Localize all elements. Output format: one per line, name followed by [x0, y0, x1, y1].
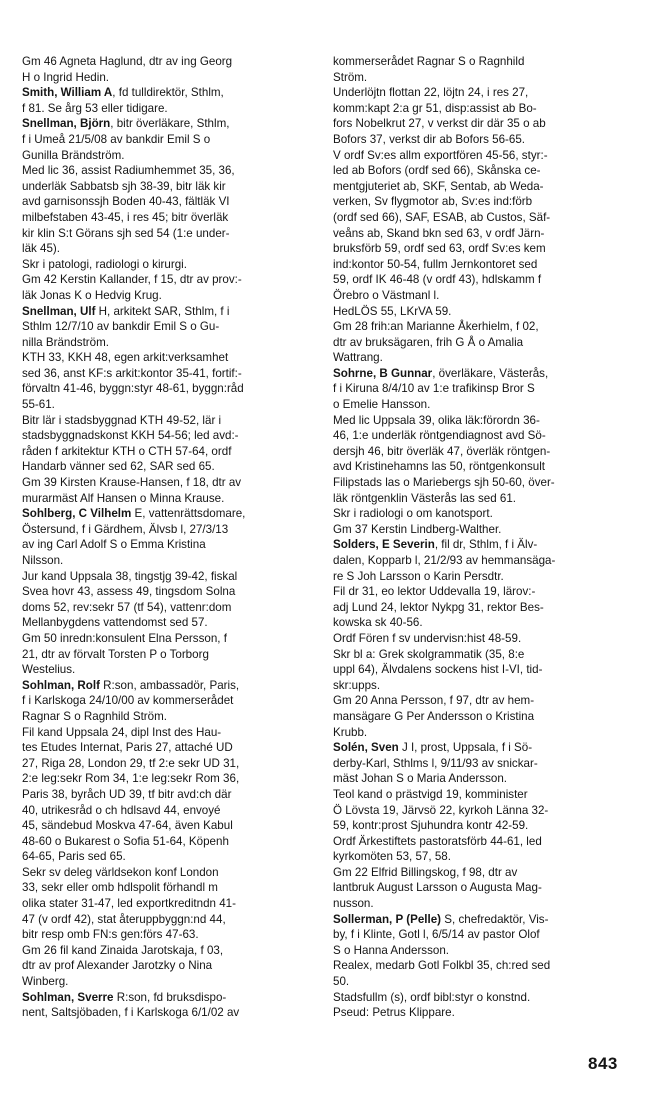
text-line: Gunilla Brändström.: [22, 148, 125, 162]
text-line: 59, ordf IK 46-48 (v ordf 43), hdlskamm f: [333, 273, 542, 287]
text-line: Fil dr 31, eo lektor Uddevalla 19, lärov:-: [333, 585, 536, 599]
text-line: mäst Johan S o Maria Andersson.: [333, 772, 507, 786]
text-line: förvaltn 41-46, byggn:styr 48-61, byggn:råd: [22, 382, 244, 396]
text-line: dtr av bruksägaren, frih G Å o Amalia: [333, 335, 524, 349]
text-line: Solén, Sven J I, prost, Uppsala, f i Sö-: [333, 741, 533, 755]
text-line: Gm 46 Agneta Haglund, dtr av ing Georg: [22, 55, 233, 68]
text-line: veåns ab, Skand bkn sed 63, v ordf Järn-: [333, 226, 545, 240]
text-line: kir klin S:t Görans sjh sed 54 (1:e under-: [22, 226, 230, 240]
text-line: f i Karlskoga 24/10/00 av kommerserådet: [22, 694, 234, 708]
text-line: kommerserådet Ragnar S o Ragnhild: [333, 55, 525, 68]
page-number: 843: [588, 1054, 618, 1073]
text-line: kowska sk 40-56.: [333, 616, 423, 630]
text-line: Gm 26 fil kand Zinaida Jarotskaja, f 03,: [22, 943, 224, 957]
text-line: läk Jonas K o Hedvig Krug.: [22, 288, 162, 302]
text-line: by, f i Klinte, Gotl l, 6/5/14 av pastor Olof: [333, 928, 540, 942]
text-line: Wattrang.: [333, 351, 383, 365]
text-line: 47 (v ordf 42), stat återuppbyggn:nd 44,: [22, 912, 226, 926]
entry-name: Sohlberg, C Vilhelm: [22, 507, 132, 521]
text-line: tes Etudes Internat, Paris 27, attaché UD: [22, 741, 233, 755]
text-line: sed 36, anst KF:s arkit:kontor 35-41, fortif:-: [22, 366, 242, 380]
text-line: Med lic Uppsala 39, olika läk:förordn 36-: [333, 413, 540, 427]
entry-name: Sohlman, Sverre: [22, 990, 114, 1004]
text-line: (ordf sed 66), SAF, ESAB, ab Custos, Säf-: [333, 210, 551, 224]
text-line: Fil kand Uppsala 24, dipl Inst des Hau-: [22, 725, 222, 739]
text-line: uppl 64), Älvdalens sockens hist I-VI, tid-: [333, 663, 543, 677]
text-line: Teol kand o prästvigd 19, komminister: [333, 787, 528, 801]
text-line: derby-Karl, Sthlms l, 9/11/93 av snickar-: [333, 756, 538, 770]
text-line: Gm 39 Kirsten Krause-Hansen, f 18, dtr av: [22, 476, 242, 490]
text-line: KTH 33, KKH 48, egen arkit:verksamhet: [22, 351, 229, 365]
text-line: dtr av prof Alexander Jarotzky o Nina: [22, 959, 213, 973]
text-line: f i Kiruna 8/4/10 av 1:e trafikinsp Bror S: [333, 382, 535, 396]
text-line: Med lic 36, assist Radiumhemmet 35, 36,: [22, 164, 235, 178]
text-line: Bofors 37, verkst dir ab Bofors 56-65.: [333, 132, 526, 146]
text-line: 27, Riga 28, London 29, tf 2:e sekr UD 31,: [22, 756, 240, 770]
text-line: Gm 20 Anna Persson, f 97, dtr av hem-: [333, 694, 535, 708]
entry-name: Sollerman, P (Pelle): [333, 912, 442, 926]
text-line: Bitr lär i stadsbyggnad KTH 49-52, lär i: [22, 413, 222, 427]
text-line: 48-60 o Bukarest o Sofia 51-64, Köpenh: [22, 834, 229, 848]
text-line: underläk Sabbatsb sjh 38-39, bitr läk kir: [22, 179, 226, 193]
text-line: Gm 50 inredn:konsulent Elna Persson, f: [22, 631, 227, 645]
text-line: fors Nobelkrut 27, v verkst dir där 35 o ab: [333, 117, 546, 131]
text-line: murarmäst Alf Hansen o Minna Krause.: [22, 491, 225, 505]
text-line: mentgjuteriet ab, SKF, Sentab, ab Weda-: [333, 179, 544, 193]
text-line: Sohrne, B Gunnar, överläkare, Västerås,: [333, 366, 549, 380]
text-line: Solders, E Severin, fil dr, Sthlm, f i Älv-: [333, 538, 538, 552]
text-line: 46, 1:e underläk röntgendiagnost avd Sö-: [333, 429, 546, 443]
text-line: Ordf Fören f sv undervisn:hist 48-59.: [333, 631, 522, 645]
text-line: Sekr sv deleg världsekon konf London: [22, 865, 219, 879]
text-line: f i Umeå 21/5/08 av bankdir Emil S o: [22, 132, 211, 146]
text-line: 33, sekr eller omb hdlspolit förhandl m: [22, 881, 218, 895]
text-line: Skr i patologi, radiologi o kirurgi.: [22, 257, 187, 271]
text-line: o Emelie Hansson.: [333, 398, 431, 412]
text-line: 40, utrikesråd o ch hdlsavd 44, envoyé: [22, 803, 221, 817]
entry-name: Smith, William A: [22, 86, 113, 100]
text-line: Krubb.: [333, 725, 368, 739]
text-line: läk röntgenklin Västerås las sed 61.: [333, 491, 517, 505]
text-line: Pseud: Petrus Klippare.: [333, 1006, 455, 1020]
text-line: H o Ingrid Hedin.: [22, 70, 109, 84]
text-line: Westelius.: [22, 663, 76, 677]
text-line: kyrkomöten 53, 57, 58.: [333, 850, 451, 864]
text-line: 64-65, Paris sed 65.: [22, 850, 126, 864]
text-line: led ab Bofors (ordf sed 66), Skånska ce-: [333, 164, 541, 178]
text-line: skr:upps.: [333, 678, 381, 692]
text-line: Ordf Ärkestiftets pastoratsförb 44-61, led: [333, 834, 542, 848]
text-line: 59, kontr:prost Sjuhundra kontr 42-59.: [333, 819, 529, 833]
text-line: olika stater 31-47, led exportkreditndn 41-: [22, 897, 236, 911]
text-line: 21, dtr av förvalt Torsten P o Torborg: [22, 647, 209, 661]
text-line: Sthlm 12/7/10 av bankdir Emil S o Gu-: [22, 320, 220, 334]
entry-name: Solén, Sven: [333, 741, 399, 755]
text-line: Örebro o Västmanl l.: [333, 288, 440, 302]
text-line: nusson.: [333, 897, 374, 911]
text-line: Ragnar S o Ragnhild Ström.: [22, 709, 167, 723]
text-line: avd Kristinehamns las 50, röntgenkonsult: [333, 460, 546, 474]
text-line: Snellman, Björn, bitr överläkare, Sthlm,: [22, 117, 230, 131]
text-line: verken, Sv flygmotor ab, Sv:es ind:förb: [333, 195, 533, 209]
text-line: av ing Carl Adolf S o Emma Kristina: [22, 538, 206, 552]
text-line: 2:e leg:sekr Rom 34, 1:e leg:sekr Rom 36,: [22, 772, 240, 786]
entry-name: Sohrne, B Gunnar: [333, 366, 433, 380]
text-line: Mellanbygdens vattendomst sed 57.: [22, 616, 208, 630]
text-line: 45, sändebud Moskva 47-64, även Kabul: [22, 819, 233, 833]
text-line: Paris 38, byråch UD 39, tf bitr avd:ch där: [22, 787, 232, 801]
text-line: dalen, Kopparb l, 21/2/93 av hemmansäga-: [333, 554, 556, 567]
text-line: Nilsson.: [22, 554, 64, 567]
entry-name: Solders, E Severin: [333, 538, 435, 552]
text-line: Skr bl a: Grek skolgrammatik (35, 8:e: [333, 647, 525, 661]
text-line: nilla Brändström.: [22, 335, 109, 349]
right-column: [333, 54, 623, 1021]
text-line: S o Hanna Andersson.: [333, 943, 450, 957]
text-line: Sohlberg, C Vilhelm E, vattenrättsdomare,: [22, 507, 246, 521]
text-line: Snellman, Ulf H, arkitekt SAR, Sthlm, f i: [22, 304, 230, 318]
text-line: bruksförb 59, ordf sed 63, ordf Sv:es kem: [333, 242, 546, 256]
text-line: avd garnisonssjh Boden 40-43, fältläk VI: [22, 195, 230, 209]
text-line: Ström.: [333, 70, 368, 84]
text-line: Filipstads las o Mariebergs sjh 50-60, över-: [333, 476, 555, 490]
text-line: re S Joh Larsson o Karin Persdtr.: [333, 569, 504, 583]
text-line: Smith, William A, fd tulldirektör, Sthlm,: [22, 86, 224, 100]
text-line: Stadsfullm (s), ordf bibl:styr o konstnd.: [333, 990, 531, 1004]
text-line: nent, Saltsjöbaden, f i Karlskoga 6/1/02 av: [22, 1006, 240, 1020]
text-line: ind:kontor 50-54, fullm Jernkontoret sed: [333, 257, 538, 271]
text-line: Gm 37 Kerstin Lindberg-Walther.: [333, 522, 502, 536]
entry-name: Sohlman, Rolf: [22, 678, 100, 692]
entry-name: Snellman, Ulf: [22, 304, 96, 318]
text-line: dersjh 46, bitr överläk 47, överläk röntgen-: [333, 444, 551, 458]
text-line: Svea hovr 43, assess 49, tingsdom Solna: [22, 585, 236, 599]
text-line: Jur kand Uppsala 38, tingstjg 39-42, fiskal: [22, 569, 238, 583]
text-line: HedLÖS 55, LKrVA 59.: [333, 304, 452, 318]
text-line: Winberg.: [22, 975, 69, 989]
text-line: mansägare G Per Andersson o Kristina: [333, 709, 535, 723]
text-line: råden f arkitektur KTH o CTH 57-64, ordf: [22, 444, 232, 458]
text-line: Sohlman, Rolf R:son, ambassadör, Paris,: [22, 678, 240, 692]
text-line: milbefstaben 43-45, i res 45; bitr överläk: [22, 210, 229, 224]
text-line: 50.: [333, 975, 350, 989]
text-line: Sollerman, P (Pelle) S, chefredaktör, Vis-: [333, 912, 549, 926]
text-line: Ö Lövsta 19, Järvsö 22, kyrkoh Länna 32-: [333, 803, 549, 817]
text-line: komm:kapt 2:a gr 51, disp:assist ab Bo-: [333, 101, 537, 115]
text-line: Handarb vänner sed 62, SAR sed 65.: [22, 460, 215, 474]
text-line: Gm 22 Elfrid Billingskog, f 98, dtr av: [333, 865, 518, 879]
text-line: Östersund, f i Gärdhem, Älvsb l, 27/3/13: [22, 522, 229, 536]
text-line: bitr resp omb FN:s gen:förs 47-63.: [22, 928, 199, 942]
text-line: Skr i radiologi o om kanotsport.: [333, 507, 493, 521]
text-line: Gm 28 frih:an Marianne Åkerhielm, f 02,: [333, 320, 539, 334]
text-line: läk 45).: [22, 242, 61, 256]
text-line: V ordf Sv:es allm exportfören 45-56, styr:-: [333, 148, 548, 162]
text-line: adj Lund 24, lektor Nykpg 31, rektor Bes-: [333, 600, 544, 614]
entry-name: Snellman, Björn: [22, 117, 111, 131]
text-line: Underlöjtn flottan 22, löjtn 24, i res 27,: [333, 86, 529, 100]
text-line: Realex, medarb Gotl Folkbl 35, ch:red sed: [333, 959, 551, 973]
text-line: Gm 42 Kerstin Kallander, f 15, dtr av prov:-: [22, 273, 242, 287]
text-line: doms 52, rev:sekr 57 (tf 54), vattenr:dom: [22, 600, 232, 614]
text-line: 55-61.: [22, 398, 55, 412]
text-line: stadsbyggnadskonst KKH 54-56; led avd:-: [22, 429, 239, 443]
text-line: lantbruk August Larsson o Augusta Mag-: [333, 881, 542, 895]
text-line: f 81. Se årg 53 eller tidigare.: [22, 101, 168, 115]
left-column: [22, 54, 312, 1021]
text-line: Sohlman, Sverre R:son, fd bruksdispo-: [22, 990, 227, 1004]
